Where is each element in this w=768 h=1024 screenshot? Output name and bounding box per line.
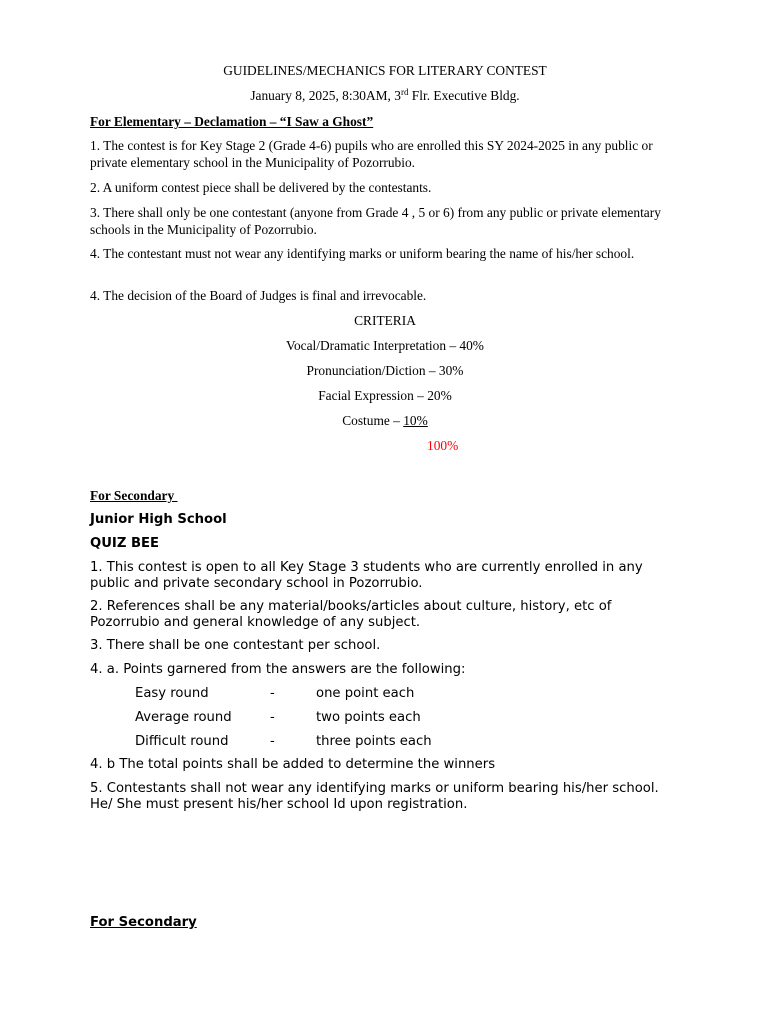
costume-value: 10% xyxy=(403,413,428,428)
criteria-total: 100% xyxy=(427,438,459,453)
round-points: two points each xyxy=(316,710,421,725)
elementary-item-3: 3. There shall only be one contestant (anyone from Grade 4 , 5 or 6) from any public or private elementary schools in the Municipality of Pozorrubio. xyxy=(90,205,661,237)
criteria-item: Vocal/Dramatic Interpretation – 40% xyxy=(286,338,484,353)
date-location: Flr. Executive Bldg. xyxy=(408,88,520,103)
criteria-item: Pronunciation/Diction – 30% xyxy=(306,363,464,378)
date-superscript: rd xyxy=(400,87,409,97)
junior-high-heading: Junior High School xyxy=(90,512,227,527)
criteria-costume xyxy=(90,413,680,430)
quiz-item-5: 5. Contestants shall not wear any identifying marks or uniform bearing his/her school. He/ She must present his/her school Id upon registration. xyxy=(90,781,659,812)
round-dash: - xyxy=(270,710,275,725)
costume-label: Costume – xyxy=(342,413,404,428)
elementary-heading: For Elementary – Declamation – “I Saw a Ghost” xyxy=(90,114,374,129)
secondary-heading: For Secondary xyxy=(90,488,178,503)
elementary-item-5: 4. The decision of the Board of Judges is final and irrevocable. xyxy=(90,288,427,303)
round-dash: - xyxy=(270,686,275,701)
elementary-item-4: 4. The contestant must not wear any identifying marks or uniform bearing the name of his/her school. xyxy=(90,246,635,261)
elementary-item-2: 2. A uniform contest piece shall be delivered by the contestants. xyxy=(90,180,432,195)
quiz-item-4b: 4. b The total points shall be added to determine the winners xyxy=(90,757,496,772)
secondary-footer-heading: For Secondary xyxy=(90,915,197,930)
elementary-item-1: 1. The contest is for Key Stage 2 (Grade 4-6) pupils who are enrolled this SY 2024-2025 in any public or private elementary school in the Municipality of Pozorrubio. xyxy=(90,138,653,170)
quiz-item-4a: 4. a. Points garnered from the answers are the following: xyxy=(90,662,466,677)
criteria-item: Facial Expression – 20% xyxy=(318,388,452,403)
round-dash: - xyxy=(270,734,275,749)
quiz-item-2: 2. References shall be any material/books/articles about culture, history, etc of Pozorrubio and general knowledge of any subject. xyxy=(90,599,612,630)
round-row xyxy=(90,734,680,750)
round-name: Difficult round xyxy=(135,734,229,749)
document-title: GUIDELINES/MECHANICS FOR LITERARY CONTEST xyxy=(223,63,547,78)
criteria-title: CRITERIA xyxy=(354,313,416,328)
quiz-item-1: 1. This contest is open to all Key Stage 3 students who are currently enrolled in any public and private secondary school in Pozorrubio. xyxy=(90,560,643,591)
round-row xyxy=(90,686,680,702)
round-name: Easy round xyxy=(135,686,209,701)
date-line xyxy=(90,88,680,105)
round-row xyxy=(90,710,680,726)
date-text: January 8, 2025, 8:30AM, 3 xyxy=(250,88,401,103)
round-points: three points each xyxy=(316,734,432,749)
round-points: one point each xyxy=(316,686,415,701)
round-name: Average round xyxy=(135,710,232,725)
quiz-bee-heading: QUIZ BEE xyxy=(90,536,160,551)
quiz-item-3: 3. There shall be one contestant per school. xyxy=(90,638,381,653)
